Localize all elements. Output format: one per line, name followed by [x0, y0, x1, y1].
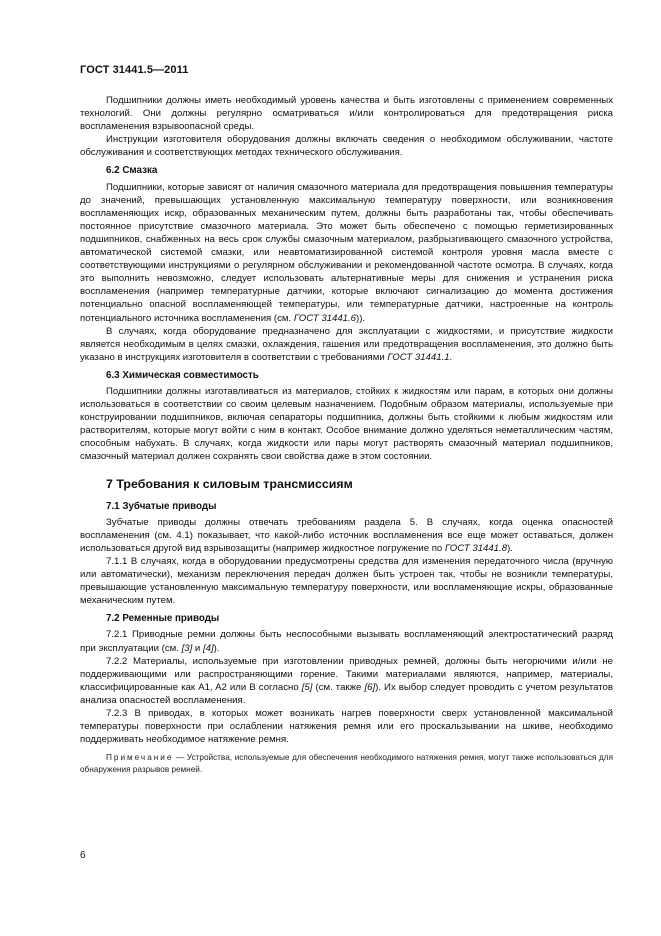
reference-3: [3] — [181, 642, 193, 654]
reference-5: [5] — [301, 681, 313, 693]
paragraph-lubrication: Подшипники, которые зависят от наличия смазочного материала для предотвращения повышения температуры до значений, превышающих установленную максимальную температуру поверхности, или возникновения воспламеняющих искр, образованных механическим путем, должны быть разработаны так, чтобы обеспечивать постоянное присутствие смазочного материала. Это может быть обеспечено с помощью герметизированных подшипников, снабженных на весь срок службы смазочным материалом, разбрызгивающего смазочного устройства, автоматической системой смазки, или неавтоматизированной системой контроля уровня масла вместе с соответствующими инструкциями о регулярном обслуживании и рекомендованной частоте осмотра. В случаях, когда это выполнить невозможно, следует использовать альтернативные меры для снижения и устранения риска воспламенения (например температурные датчики, которые включают сигнализацию до момента достижения потенциально опасной воспламеняющей температуры, или температурные датчики, настроенные на контроль потенциального источника воспламенения (см. ГОСТ 31441.6)). — [80, 181, 613, 324]
reference-gost-31441-6: ГОСТ 31441.6 — [293, 312, 357, 324]
reference-6: [6] — [364, 681, 376, 693]
paragraph-chemical-compatibility: Подшипники должны изготавливаться из материалов, стойких к жидкостям или парам, в которых они должны использоваться в соответствии со своим целевым назначением. Подобным образом материалы, используемые при конструировании подшипников, включая сепараторы подшипника, должны быть стойкими к любым жидкостям или растворителям, которые могут войти с ним в контакт. Особое внимание должно уделяться неметаллическим частям, способным набухать. В случаях, когда жидкости или пары могут растворять смазочный материал подшипников, смазочный материал должен сохранять свои свойства даже в этом состоянии. — [80, 385, 613, 463]
paragraph-liquids: В случаях, когда оборудование предназначено для эксплуатации с жидкостями, и присутствие жидкости является необходимым в целях смазки, охлаждения, гашения или предотвращения воспламенения, это должно быть указано в инструкциях изготовителя в соответствии с требованиями ГОСТ 31441.1. — [80, 325, 613, 363]
section-heading-7-2: 7.2 Ременные приводы — [106, 613, 220, 625]
page-number: 6 — [80, 850, 86, 861]
reference-gost-31441-8: ГОСТ 31441.8 — [444, 542, 508, 554]
document-body — [80, 94, 613, 776]
section-heading-6-3: 6.3 Химическая совместимость — [106, 369, 259, 381]
reference-gost-31441-1: ГОСТ 31441.1 — [387, 351, 450, 363]
note-text: — Устройства, используемые для обеспечения необходимого натяжения ремня, могут также использоваться для обнаружения разрывов ремней. — [80, 753, 613, 775]
section-heading-6-2: 6.2 Смазка — [106, 165, 158, 177]
paragraph-manufacturer-instructions: Инструкции изготовителя оборудования должны включать сведения о необходимом обслуживании, частоте обслуживания и соответствующих методах технического обслуживания. — [80, 134, 613, 159]
note — [80, 752, 613, 776]
paragraph-bearing-quality: Подшипники должны иметь необходимый уровень качества и быть изготовлены с применением современных технологий. Они должны регулярно осматриваться и/или контролироваться для предотвращения риска воспламенения взрывоопасной среды. — [80, 95, 613, 133]
document-header: ГОСТ 31441.5—2011 — [80, 64, 189, 76]
section-heading-7: 7 Требования к силовым трансмиссиям — [106, 476, 353, 491]
note-label: Примечание — [106, 753, 174, 763]
paragraph-7-1-1: 7.1.1 В случаях, когда в оборудовании предусмотрены средства для изменения передаточного числа (вручную или автоматически), механизм переключения передач должен быть устроен так, чтобы не возникли температуры, превышающие установленную максимальную температуру поверхности, или воспламеняющие искры, образованные механическим путем. — [80, 556, 613, 607]
paragraph-gear-drives: Зубчатые приводы должны отвечать требованиям раздела 5. В случаях, когда оценка опасностей воспламенения (см. 4.1) показывает, что какой-либо источник воспламенения все еще может оставаться, должен использоваться другой вид взрывозащиты (например жидкостное погружение по ГОСТ 31441.8). — [80, 516, 613, 554]
section-heading-7-1: 7.1 Зубчатые приводы — [106, 500, 217, 512]
paragraph-7-2-3: 7.2.3 В приводах, в которых может возникать нагрев поверхности сверх установленной максимальной температуры поверхности при ослаблении натяжения ремня или его проскальзывании на шкиве, необходимо поддерживать необходимое натяжение ремня. — [80, 708, 613, 746]
paragraph-7-2-1: 7.2.1 Приводные ремни должны быть неспособными вызывать воспламеняющий электростатический разряд при эксплуатации (см. [3] и [4]). — [80, 629, 613, 654]
paragraph-7-2-2: 7.2.2 Материалы, используемые при изготовлении приводных ремней, должны быть негорючими и/или не поддерживающими или распространяющими горение. Такими материалами являются, например, материалы, классифицированные как A1, A2 или B согласно [5] (см. также [6]). Их выбор следует проводить с учетом результатов анализа опасностей воспламенения. — [80, 655, 613, 706]
reference-4: [4] — [202, 642, 214, 654]
